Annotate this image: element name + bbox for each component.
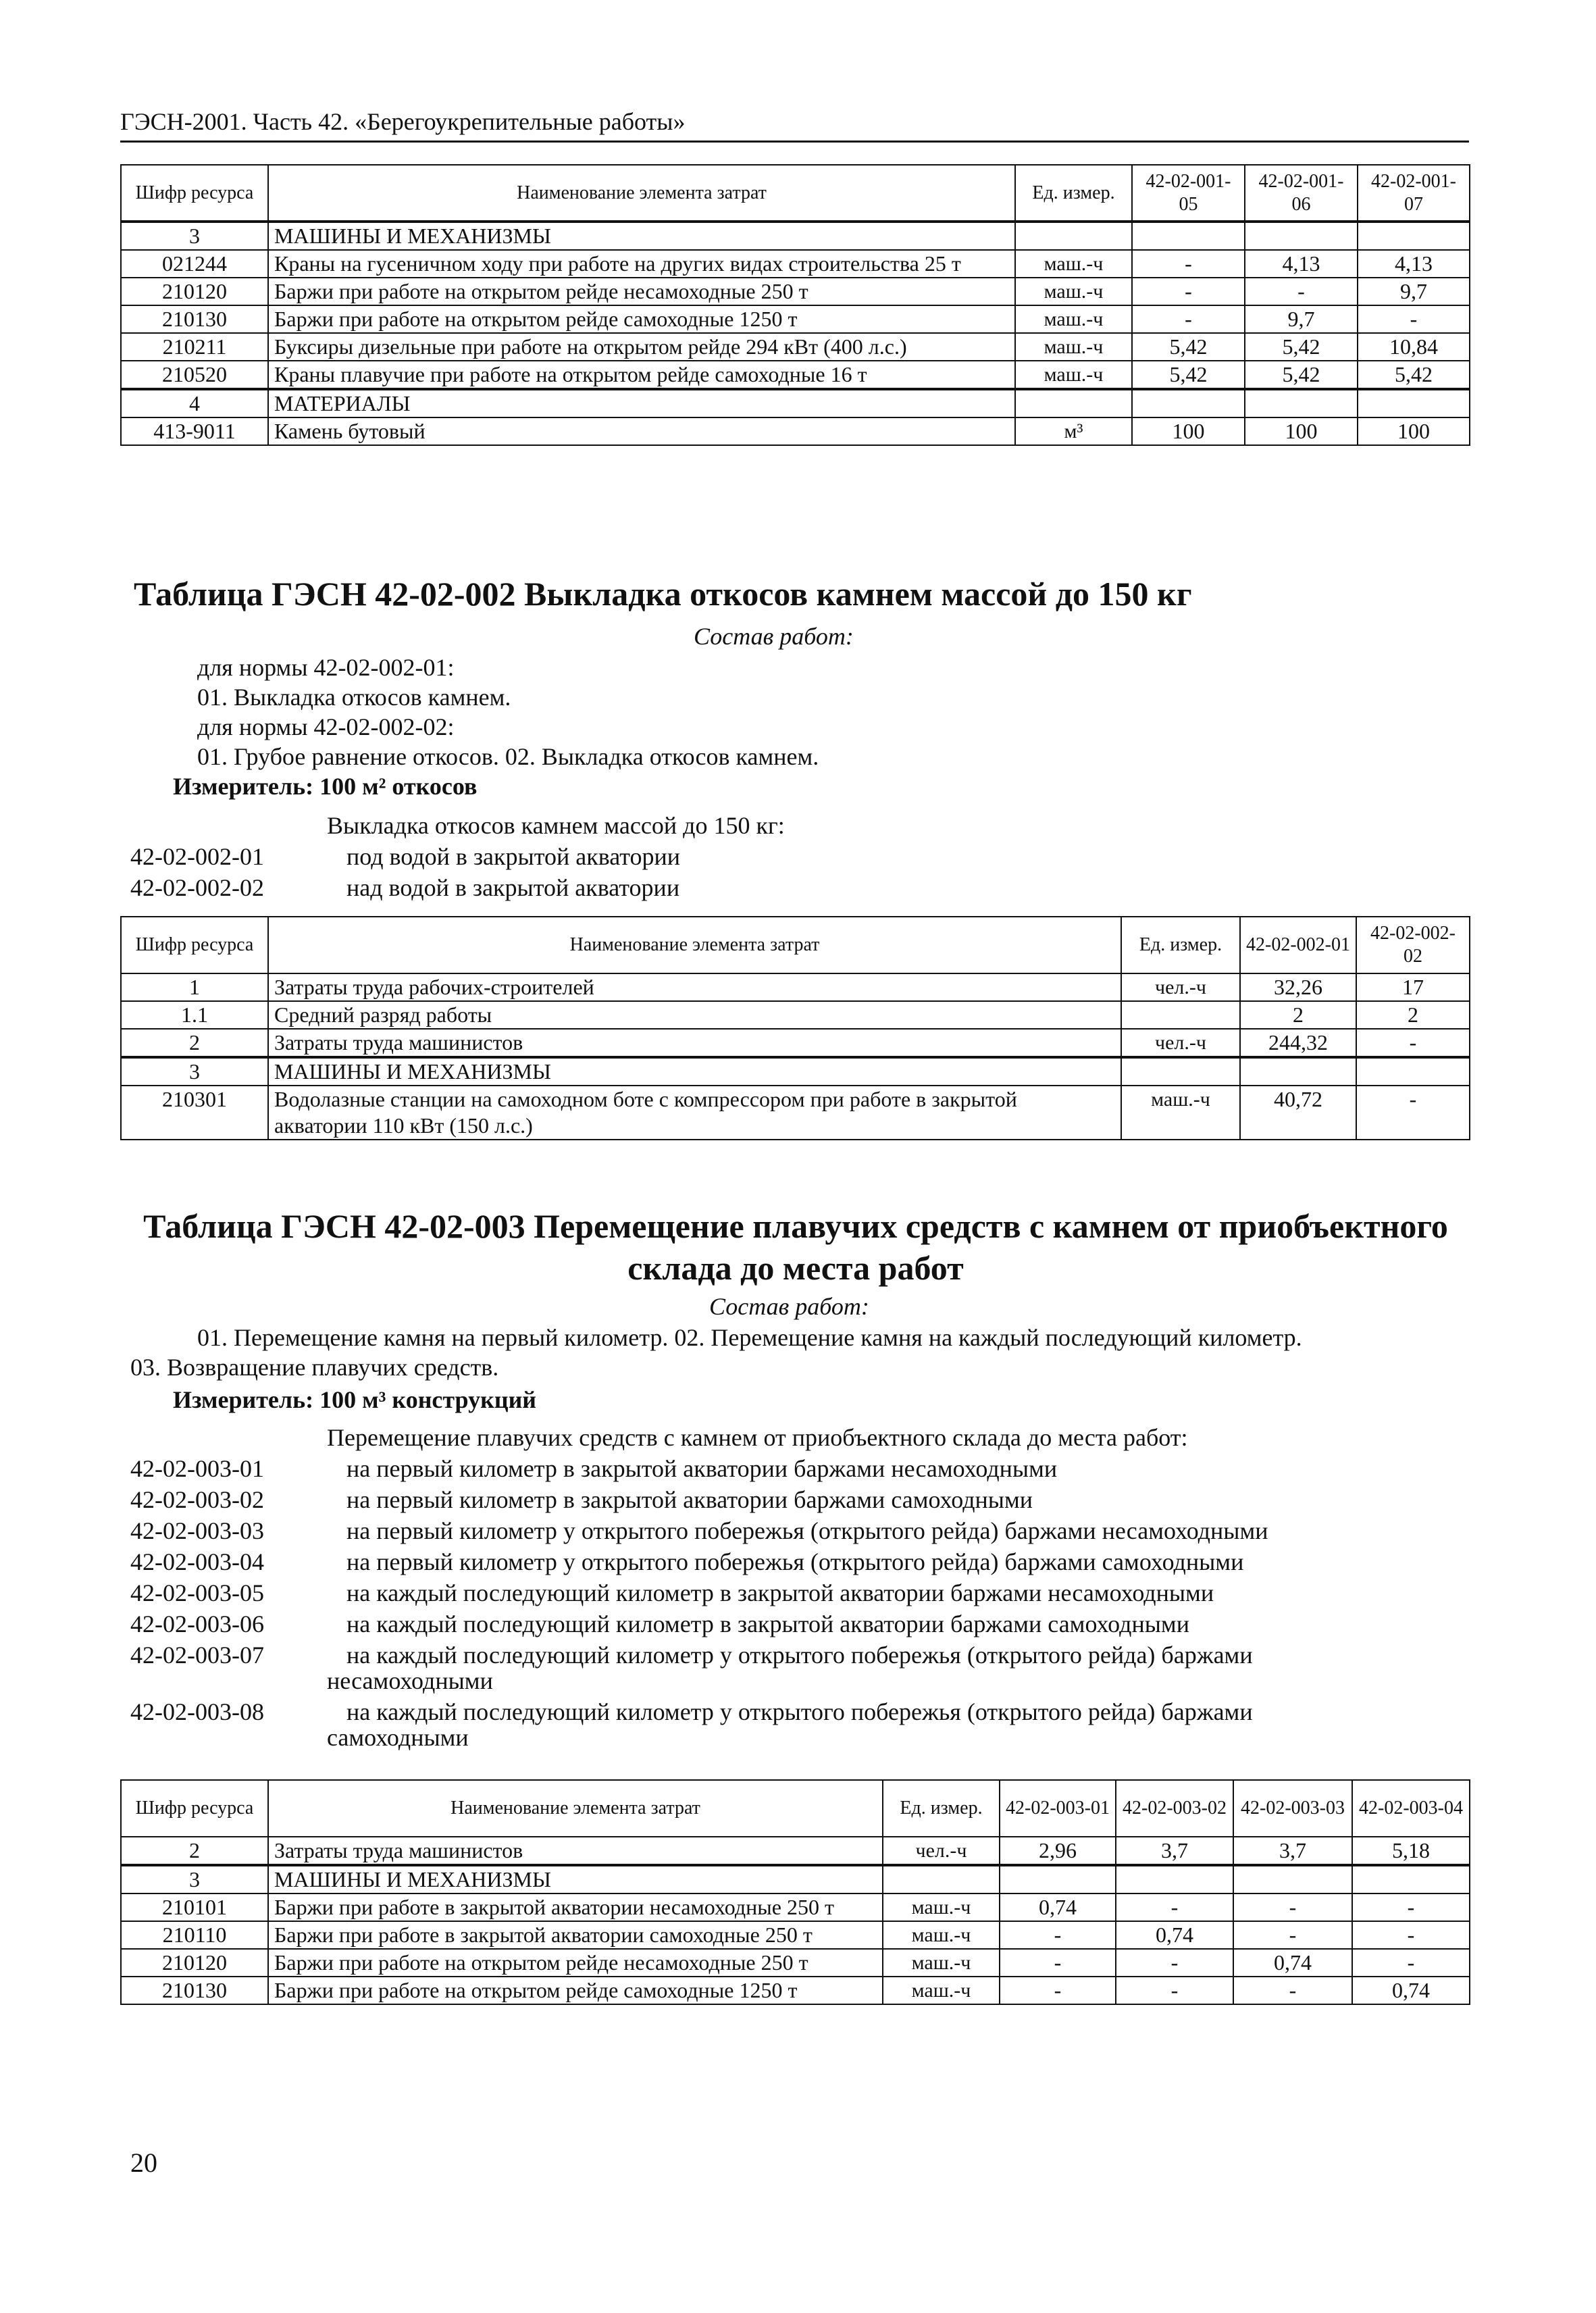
resource-code-cell: 1 xyxy=(121,973,268,1001)
table-row xyxy=(121,333,1470,361)
table-row xyxy=(121,1893,1470,1921)
table-row xyxy=(121,973,1470,1001)
col-header-norm: 42-02-003-04 xyxy=(1352,1780,1470,1837)
norm-value-cell: 5,42 xyxy=(1132,333,1245,361)
table-title-line: склада до места работ xyxy=(627,1249,964,1287)
composition-line: 03. Возвращение плавучих средств. xyxy=(130,1354,499,1381)
table-row xyxy=(121,1001,1470,1029)
norm-code: 42-02-003-03 xyxy=(130,1517,264,1544)
norm-value-cell: 4,13 xyxy=(1245,250,1358,278)
resource-name-cell: МАШИНЫ И МЕХАНИЗМЫ xyxy=(268,1865,883,1893)
table-42-02-001 xyxy=(120,164,1470,446)
norm-value-cell xyxy=(1132,222,1245,250)
composition-line: для нормы 42-02-002-02: xyxy=(197,713,455,740)
table-row xyxy=(121,278,1470,305)
norm-value-cell: 100 xyxy=(1245,417,1358,445)
resource-code-cell: 210520 xyxy=(121,361,268,389)
norm-description: на каждый последующий километр у открытого побережья (открытого рейда) баржами xyxy=(346,1642,1253,1669)
resource-name-cell: МАШИНЫ И МЕХАНИЗМЫ xyxy=(268,222,1015,250)
table-row xyxy=(121,361,1470,389)
table-42-02-003 xyxy=(120,1779,1470,2005)
table-row xyxy=(121,1837,1470,1865)
resource-name-cell: Буксиры дизельные при работе на открытом рейде 294 кВт (400 л.с.) xyxy=(268,333,1015,361)
norm-value-cell: 10,84 xyxy=(1358,333,1470,361)
resource-code-cell: 210120 xyxy=(121,1949,268,1977)
norm-value-cell xyxy=(1245,222,1358,250)
col-header-name: Наименование элемента затрат xyxy=(268,1780,883,1837)
norm-description: над водой в закрытой акватории xyxy=(346,874,680,901)
col-header-norm: 42-02-003-02 xyxy=(1116,1780,1233,1837)
norm-value-cell: - xyxy=(1000,1921,1116,1949)
resource-code-cell: 210130 xyxy=(121,305,268,333)
resource-name-cell: Краны на гусеничном ходу при работе на других видах строительства 25 т xyxy=(268,250,1015,278)
unit-cell: м³ xyxy=(1015,417,1132,445)
category-row xyxy=(121,222,1470,250)
norm-value-cell: 9,7 xyxy=(1245,305,1358,333)
resource-code-cell: 2 xyxy=(121,1029,268,1057)
norm-description: на первый километр в закрытой акватории баржами самоходными xyxy=(346,1486,1033,1513)
unit-cell xyxy=(1015,222,1132,250)
table-row xyxy=(121,1977,1470,2004)
col-header-unit: Ед. измер. xyxy=(1015,165,1132,222)
resource-code-cell: 021244 xyxy=(121,250,268,278)
resource-name-cell: Камень бутовый xyxy=(268,417,1015,445)
norm-code: 42-02-002-02 xyxy=(130,874,264,901)
unit-cell: маш.-ч xyxy=(883,1977,1000,2004)
norm-value-cell: 0,74 xyxy=(1352,1977,1470,2004)
norm-value-cell: 100 xyxy=(1132,417,1245,445)
norm-code: 42-02-003-05 xyxy=(130,1579,264,1606)
norm-description: на каждый последующий километр у открытого побережья (открытого рейда) баржами xyxy=(346,1698,1253,1725)
resource-name-cell: Баржи при работе на открытом рейде несамоходные 250 т xyxy=(268,278,1015,305)
norm-value-cell: - xyxy=(1233,1977,1352,2004)
norm-value-cell xyxy=(1233,1865,1352,1893)
norm-description: на первый километр в закрытой акватории баржами несамоходными xyxy=(346,1455,1058,1482)
resource-code-cell: 4 xyxy=(121,389,268,417)
unit-cell: маш.-ч xyxy=(1015,278,1132,305)
norm-value-cell: - xyxy=(1116,1949,1233,1977)
norm-value-cell: 2 xyxy=(1240,1001,1356,1029)
col-header-code: Шифр ресурса xyxy=(121,917,268,973)
table-title xyxy=(120,1205,1471,1289)
norm-value-cell: - xyxy=(1352,1949,1470,1977)
norm-description: под водой в закрытой акватории xyxy=(346,843,681,870)
norm-value-cell: 4,13 xyxy=(1358,250,1470,278)
page-header: ГЭСН-2001. Часть 42. «Берегоукрепительные работы» xyxy=(120,107,1469,143)
resource-name-cell: Краны плавучие при работе на открытом рейде самоходные 16 т xyxy=(268,361,1015,389)
norm-description: на первый километр у открытого побережья (открытого рейда) баржами несамоходными xyxy=(346,1517,1268,1544)
col-header-norm: 42-02-001-05 xyxy=(1132,165,1245,222)
norm-value-cell: 0,74 xyxy=(1000,1893,1116,1921)
norm-code: 42-02-002-01 xyxy=(130,843,264,870)
table-row xyxy=(121,250,1470,278)
col-header-norm: 42-02-002-01 xyxy=(1240,917,1356,973)
norm-value-cell: - xyxy=(1000,1949,1116,1977)
norm-value-cell: 5,42 xyxy=(1132,361,1245,389)
resource-code-cell: 210301 xyxy=(121,1086,268,1140)
norm-code: 42-02-003-08 xyxy=(130,1698,264,1725)
unit-cell: маш.-ч xyxy=(1015,333,1132,361)
category-row xyxy=(121,1057,1470,1086)
norm-value-cell: 9,7 xyxy=(1358,278,1470,305)
norm-value-cell: - xyxy=(1132,305,1245,333)
norm-value-cell xyxy=(1116,1865,1233,1893)
col-header-unit: Ед. измер. xyxy=(1121,917,1240,973)
col-header-name: Наименование элемента затрат xyxy=(268,917,1121,973)
composition-line: 01. Грубое равнение откосов. 02. Выкладка откосов камнем. xyxy=(197,743,819,770)
norm-value-cell xyxy=(1356,1057,1470,1086)
norm-value-cell: 244,32 xyxy=(1240,1029,1356,1057)
norm-value-cell: - xyxy=(1132,278,1245,305)
norm-value-cell: 0,74 xyxy=(1116,1921,1233,1949)
resource-name-cell: Затраты труда машинистов xyxy=(268,1029,1121,1057)
unit-cell xyxy=(1121,1001,1240,1029)
norm-value-cell: 40,72 xyxy=(1240,1086,1356,1140)
resource-code-cell: 413-9011 xyxy=(121,417,268,445)
unit-cell: маш.-ч xyxy=(1015,305,1132,333)
norm-value-cell: 5,18 xyxy=(1352,1837,1470,1865)
resource-name-cell: Баржи при работе в закрытой акватории несамоходные 250 т xyxy=(268,1893,883,1921)
col-header-norm: 42-02-001-06 xyxy=(1245,165,1358,222)
measure-unit: Измеритель: 100 м² откосов xyxy=(173,773,478,800)
col-header-unit: Ед. измер. xyxy=(883,1780,1000,1837)
norm-value-cell xyxy=(1352,1865,1470,1893)
unit-cell xyxy=(1121,1057,1240,1086)
unit-cell: чел.-ч xyxy=(1121,973,1240,1001)
resource-code-cell: 3 xyxy=(121,1057,268,1086)
norm-value-cell: 5,42 xyxy=(1358,361,1470,389)
norm-value-cell: 5,42 xyxy=(1245,333,1358,361)
measure-unit: Измеритель: 100 м³ конструкций xyxy=(173,1386,537,1413)
norm-value-cell: - xyxy=(1352,1921,1470,1949)
unit-cell: маш.-ч xyxy=(1121,1086,1240,1140)
resource-name-cell: МАШИНЫ И МЕХАНИЗМЫ xyxy=(268,1057,1121,1086)
norm-value-cell: 17 xyxy=(1356,973,1470,1001)
norm-description-continuation: несамоходными xyxy=(327,1667,493,1694)
norm-code: 42-02-003-07 xyxy=(130,1642,264,1669)
resource-code-cell: 210110 xyxy=(121,1921,268,1949)
table-title: Таблица ГЭСН 42-02-002 Выкладка откосов камнем массой до 150 кг xyxy=(134,575,1192,613)
resource-name-cell: Баржи при работе на открытом рейде самоходные 1250 т xyxy=(268,305,1015,333)
unit-cell: чел.-ч xyxy=(883,1837,1000,1865)
resource-code-cell: 210130 xyxy=(121,1977,268,2004)
page-number: 20 xyxy=(130,2147,157,2178)
norm-value-cell: - xyxy=(1352,1893,1470,1921)
norm-value-cell: 2 xyxy=(1356,1001,1470,1029)
col-header-name: Наименование элемента затрат xyxy=(268,165,1015,222)
col-header-code: Шифр ресурса xyxy=(121,165,268,222)
norm-value-cell: 2,96 xyxy=(1000,1837,1116,1865)
resource-name-cell: Водолазные станции на самоходном боте с компрессором при работе в закрытой акватории 110 кВт (150 л.с.) xyxy=(268,1086,1121,1140)
norm-value-cell: 3,7 xyxy=(1116,1837,1233,1865)
norm-value-cell: - xyxy=(1116,1977,1233,2004)
work-composition-label: Состав работ: xyxy=(694,623,854,650)
norm-code: 42-02-003-02 xyxy=(130,1486,264,1513)
norm-value-cell xyxy=(1240,1057,1356,1086)
resource-code-cell: 210211 xyxy=(121,333,268,361)
category-row xyxy=(121,389,1470,417)
norm-description: на каждый последующий километр в закрытой акватории баржами самоходными xyxy=(346,1610,1189,1637)
resource-name-cell: Затраты труда рабочих-строителей xyxy=(268,973,1121,1001)
norm-value-cell: - xyxy=(1132,250,1245,278)
norm-value-cell: 32,26 xyxy=(1240,973,1356,1001)
norm-value-cell: - xyxy=(1356,1086,1470,1140)
norm-value-cell: - xyxy=(1233,1921,1352,1949)
norm-value-cell: 5,42 xyxy=(1245,361,1358,389)
norm-code: 42-02-003-06 xyxy=(130,1610,264,1637)
norm-value-cell: - xyxy=(1116,1893,1233,1921)
resource-code-cell: 2 xyxy=(121,1837,268,1865)
unit-cell: чел.-ч xyxy=(1121,1029,1240,1057)
unit-cell: маш.-ч xyxy=(883,1921,1000,1949)
norm-value-cell xyxy=(1000,1865,1116,1893)
norm-value-cell: - xyxy=(1233,1893,1352,1921)
col-header-norm: 42-02-002-02 xyxy=(1356,917,1470,973)
table-row xyxy=(121,417,1470,445)
norm-value-cell: 3,7 xyxy=(1233,1837,1352,1865)
category-row xyxy=(121,1865,1470,1893)
table-42-02-002 xyxy=(120,916,1470,1140)
norm-description-continuation: самоходными xyxy=(327,1724,469,1751)
resource-name-cell: Баржи при работе в закрытой акватории самоходные 250 т xyxy=(268,1921,883,1949)
unit-cell: маш.-ч xyxy=(883,1893,1000,1921)
norm-value-cell xyxy=(1245,389,1358,417)
table-row xyxy=(121,1949,1470,1977)
table-row xyxy=(121,1921,1470,1949)
unit-cell xyxy=(1015,389,1132,417)
norm-value-cell: 100 xyxy=(1358,417,1470,445)
norm-code: 42-02-003-04 xyxy=(130,1548,264,1575)
norm-value-cell: - xyxy=(1000,1977,1116,2004)
norms-intro: Перемещение плавучих средств с камнем от приобъектного склада до места работ: xyxy=(327,1424,1188,1451)
resource-name-cell: Затраты труда машинистов xyxy=(268,1837,883,1865)
col-header-norm: 42-02-001-07 xyxy=(1358,165,1470,222)
resource-code-cell: 210101 xyxy=(121,1893,268,1921)
norm-value-cell: - xyxy=(1358,305,1470,333)
col-header-norm: 42-02-003-01 xyxy=(1000,1780,1116,1837)
col-header-norm: 42-02-003-03 xyxy=(1233,1780,1352,1837)
resource-code-cell: 3 xyxy=(121,1865,268,1893)
norm-description: на каждый последующий километр в закрытой акватории баржами несамоходными xyxy=(346,1579,1214,1606)
table-row xyxy=(121,1086,1470,1140)
table-row xyxy=(121,305,1470,333)
norm-value-cell: - xyxy=(1356,1029,1470,1057)
composition-line: для нормы 42-02-002-01: xyxy=(197,654,455,681)
unit-cell: маш.-ч xyxy=(883,1949,1000,1977)
unit-cell: маш.-ч xyxy=(1015,250,1132,278)
work-composition-label: Состав работ: xyxy=(709,1293,869,1320)
resource-name-cell: Баржи при работе на открытом рейде несамоходные 250 т xyxy=(268,1949,883,1977)
norm-value-cell: 0,74 xyxy=(1233,1949,1352,1977)
norms-intro: Выкладка откосов камнем массой до 150 кг: xyxy=(327,812,785,839)
norm-value-cell: - xyxy=(1245,278,1358,305)
unit-cell xyxy=(883,1865,1000,1893)
resource-name-cell: МАТЕРИАЛЫ xyxy=(268,389,1015,417)
table-row xyxy=(121,1029,1470,1057)
norm-description: на первый километр у открытого побережья (открытого рейда) баржами самоходными xyxy=(346,1548,1244,1575)
composition-line: 01. Выкладка откосов камнем. xyxy=(197,684,511,711)
col-header-code: Шифр ресурса xyxy=(121,1780,268,1837)
resource-name-cell: Баржи при работе на открытом рейде самоходные 1250 т xyxy=(268,1977,883,2004)
resource-code-cell: 3 xyxy=(121,222,268,250)
unit-cell: маш.-ч xyxy=(1015,361,1132,389)
resource-code-cell: 210120 xyxy=(121,278,268,305)
norm-value-cell xyxy=(1132,389,1245,417)
composition-line: 01. Перемещение камня на первый километр. 02. Перемещение камня на каждый последующий километр. xyxy=(197,1324,1302,1351)
norm-value-cell xyxy=(1358,222,1470,250)
resource-name-cell: Средний разряд работы xyxy=(268,1001,1121,1029)
table-title-line: Таблица ГЭСН 42-02-003 Перемещение плавучих средств с камнем от приобъектного xyxy=(143,1207,1448,1245)
norm-value-cell xyxy=(1358,389,1470,417)
resource-code-cell: 1.1 xyxy=(121,1001,268,1029)
norm-code: 42-02-003-01 xyxy=(130,1455,264,1482)
